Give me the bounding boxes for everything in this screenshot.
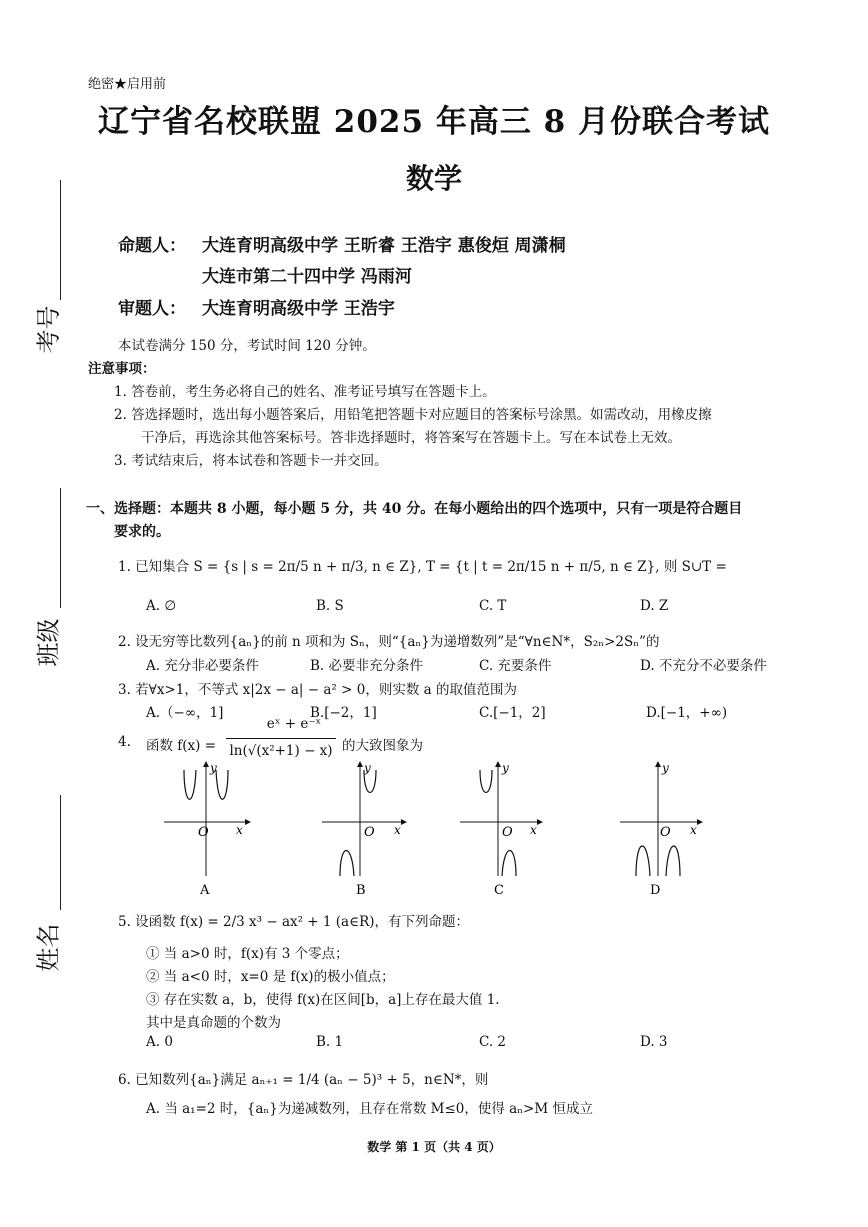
graph-d-y: y bbox=[662, 761, 669, 775]
exam-no-label: 考号 bbox=[34, 305, 63, 354]
name-line bbox=[60, 795, 61, 910]
q5-option-a: A. 0 bbox=[146, 1034, 173, 1050]
graph-a-y: y bbox=[210, 761, 217, 775]
graph-d bbox=[620, 761, 702, 898]
q2-option-a: A. 充分非必要条件 bbox=[146, 658, 259, 674]
class-label: 班级 bbox=[34, 618, 63, 667]
q3-option-b: B.[−2，1] bbox=[310, 705, 377, 721]
q4-number: 4. bbox=[118, 734, 131, 750]
reviewer-label: 审题人： bbox=[118, 299, 186, 319]
graph-d-label: D bbox=[650, 883, 661, 898]
q2-option-b: B. 必要非充分条件 bbox=[310, 658, 424, 674]
exam-info: 本试卷满分 150 分，考试时间 120 分钟。 bbox=[118, 338, 376, 354]
setter-line2: 大连市第二十四中学 冯雨河 bbox=[202, 267, 412, 287]
q2-option-d: D. 不充分不必要条件 bbox=[640, 658, 767, 674]
graph-c-y: y bbox=[502, 761, 509, 775]
note-2a: 2. 答选择题时，选出每小题答案后，用铅笔把答题卡对应题目的答案标号涂黑。如需改动，用橡皮擦 bbox=[114, 407, 712, 423]
graph-b-y: y bbox=[364, 761, 371, 775]
q5-statement-1: ① 当 a>0 时，f(x)有 3 个零点； bbox=[146, 946, 349, 962]
graph-b bbox=[322, 761, 406, 898]
graph-d-origin: O bbox=[660, 825, 671, 840]
graph-c-label: C bbox=[494, 883, 504, 898]
graph-b-origin: O bbox=[364, 825, 375, 840]
graph-d-x: x bbox=[690, 823, 697, 837]
q1-option-b: B. S bbox=[316, 598, 344, 614]
graph-a-label: A bbox=[200, 883, 210, 898]
graph-b-label: B bbox=[356, 883, 366, 898]
q2-stem: 2. 设无穷等比数列{aₙ}的前 n 项和为 Sₙ，则“{aₙ}为递增数列”是“∀n∈N*，S₂ₙ>2Sₙ”的 bbox=[118, 634, 660, 650]
exam-no-line bbox=[60, 180, 61, 300]
class-line bbox=[60, 488, 61, 608]
notes-heading: 注意事项： bbox=[88, 361, 156, 377]
fraction-bar bbox=[226, 738, 336, 739]
section-heading: 一、选择题：本题共 8 小题，每小题 5 分，共 40 分。在每小题给出的四个选项中，只有一项是符合题目 bbox=[86, 501, 743, 517]
q5-option-c: C. 2 bbox=[479, 1034, 507, 1050]
graph-a-x: x bbox=[236, 823, 243, 837]
q5-statement-3: ③ 存在实数 a，b，使得 f(x)在区间[b，a]上存在最大值 1. bbox=[146, 992, 500, 1008]
name-label: 姓名 bbox=[34, 923, 63, 972]
q5-stem: 5. 设函数 f(x) = 2/3 x³ − ax² + 1 (a∈R)，有下列命题： bbox=[118, 914, 470, 930]
graph-c bbox=[460, 761, 542, 898]
graph-a bbox=[164, 761, 250, 898]
graph-a-origin: O bbox=[198, 825, 209, 840]
q5-option-b: B. 1 bbox=[316, 1034, 344, 1050]
page-footer: 数学 第 1 页（共 4 页） bbox=[367, 1140, 501, 1154]
note-2b: 干净后，再选涂其他答案标号。答非选择题时，将答案写在答题卡上。写在本试卷上无效。 bbox=[141, 430, 681, 446]
q3-option-a: A.（−∞，1] bbox=[146, 705, 224, 721]
graph-c-origin: O bbox=[502, 825, 513, 840]
q1-stem: 1. 已知集合 S = {s | s = 2π/5 n + π/3, n ∈ Z}, T = {t | t = 2π/15 n + π/5, n ∈ Z}, 则 S∪T = bbox=[118, 559, 727, 575]
setter-line1: 大连育明高级中学 王昕睿 王浩宇 惠俊烜 周潇桐 bbox=[202, 236, 566, 256]
q6-stem: 6. 已知数列{aₙ}满足 aₙ₊₁ = 1/4 (aₙ − 5)³ + 5，n∈N*，则 bbox=[118, 1072, 489, 1088]
note-1: 1. 答卷前，考生务必将自己的姓名、准考证号填写在答题卡上。 bbox=[114, 384, 496, 400]
q3-option-d: D.[−1，+∞) bbox=[646, 705, 728, 721]
subject-title: 数学 bbox=[405, 162, 462, 195]
note-3: 3. 考试结束后，将本试卷和答题卡一并交回。 bbox=[114, 453, 388, 469]
q5-ask: 其中是真命题的个数为 bbox=[146, 1015, 281, 1031]
q4-graphs bbox=[150, 756, 710, 898]
q2-option-c: C. 充要条件 bbox=[479, 658, 552, 674]
exam-title: 辽宁省名校联盟 2025 年高三 8 月份联合考试 bbox=[97, 104, 771, 140]
graph-b-x: x bbox=[394, 823, 401, 837]
setter-label: 命题人： bbox=[118, 236, 186, 256]
q1-option-c: C. T bbox=[479, 598, 507, 614]
q4-numerator: eˣ + e⁻ˣ bbox=[266, 716, 322, 732]
section-heading-cont: 要求的。 bbox=[114, 524, 170, 540]
reviewer: 大连育明高级中学 王浩宇 bbox=[202, 299, 395, 319]
q1-option-a: A. ∅ bbox=[146, 598, 177, 614]
q3-stem: 3. 若∀x>1，不等式 x|2x − a| − a² > 0，则实数 a 的取值范围为 bbox=[118, 682, 517, 698]
q4-lead: 函数 f(x) = bbox=[146, 738, 217, 754]
confidential-mark: 绝密★启用前 bbox=[88, 77, 167, 92]
q5-statement-2: ② 当 a<0 时，x=0 是 f(x)的极小值点； bbox=[146, 969, 395, 985]
q4-denominator: ln(√(x²+1) − x) bbox=[229, 743, 333, 759]
graph-c-x: x bbox=[530, 823, 537, 837]
q5-option-d: D. 3 bbox=[640, 1034, 668, 1050]
q1-option-d: D. Z bbox=[640, 598, 669, 614]
q4-tail: 的大致图象为 bbox=[342, 738, 423, 754]
q3-option-c: C.[−1，2] bbox=[479, 705, 546, 721]
q6-option-a: A. 当 a₁=2 时，{aₙ}为递减数列，且存在常数 M≤0，使得 aₙ>M 恒成立 bbox=[146, 1101, 593, 1117]
